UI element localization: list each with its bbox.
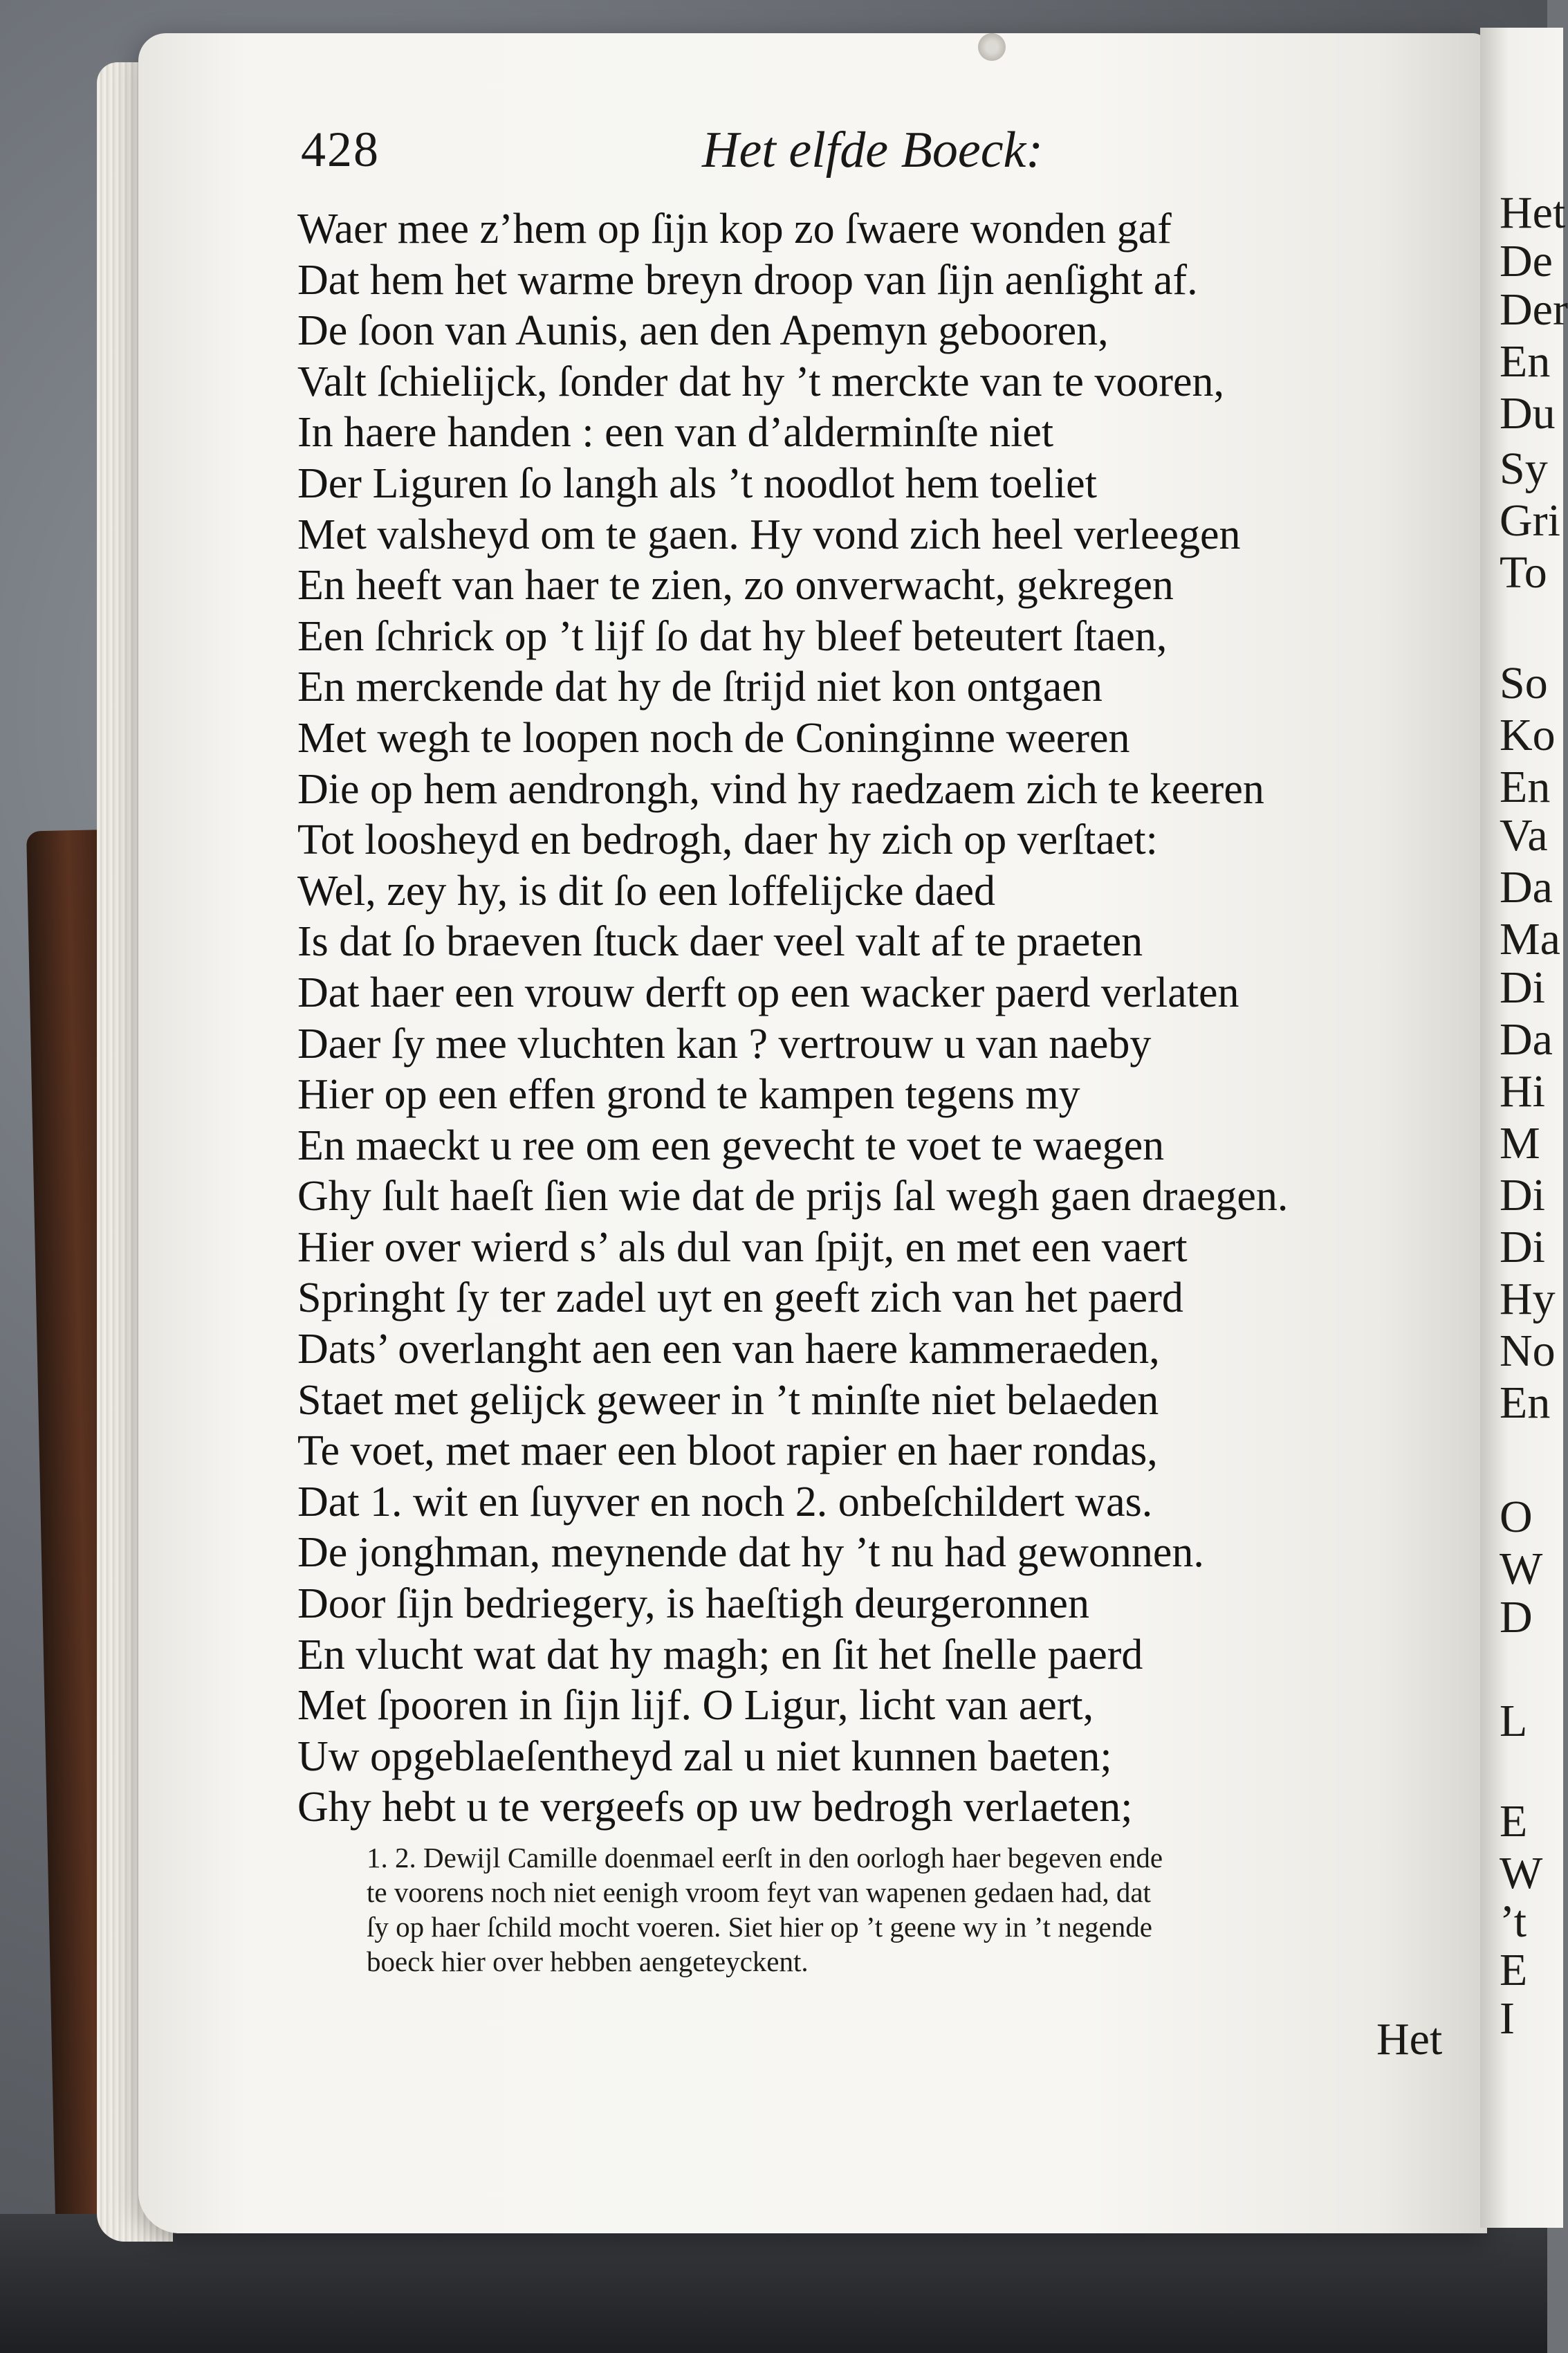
verse-line: En merckende dat hy de ſtrijd niet kon ontgaen	[297, 663, 1103, 711]
facing-page-fragment: Va	[1500, 810, 1548, 861]
verse-line: Met wegh te loopen noch de Coninginne weeren	[297, 714, 1130, 762]
verse-line: Met ſpooren in ſijn lijf. O Ligur, licht van aert,	[297, 1682, 1094, 1730]
facing-page-fragment: I	[1500, 1993, 1515, 2044]
facing-page-fragment: ’t	[1500, 1896, 1527, 1947]
verse-line: Wel, zey hy, is dit ſo een loffelijcke daed	[297, 867, 996, 915]
verse-line: Dat 1. wit en ſuyver en noch 2. onbeſchildert was.	[297, 1478, 1153, 1526]
verse-line: Dat hem het warme breyn droop van ſijn aenſight af.	[297, 256, 1198, 304]
facing-page-fragment: Ko	[1500, 710, 1556, 760]
facing-page-fragment: O	[1500, 1492, 1533, 1542]
verse-line: En vlucht wat dat hy magh; en ſit het ſnelle paerd	[297, 1631, 1143, 1678]
facing-page-fragment: Hy	[1500, 1274, 1556, 1324]
page-header	[301, 121, 1477, 183]
verse-line: Staet met gelijck geweer in ’t minſte niet belaeden	[297, 1376, 1159, 1424]
facing-page-fragment: Di	[1500, 1170, 1545, 1220]
verse-line: En heeft van haer te zien, zo onverwacht, gekregen	[297, 562, 1174, 610]
facing-page-fragment: Da	[1500, 1014, 1553, 1065]
facing-page-fragment: En	[1500, 336, 1551, 387]
facing-page-fragment: En	[1500, 762, 1551, 812]
facing-page-fragment: W	[1500, 1544, 1543, 1594]
footnote-line: boeck hier over hebben aengeteyckent.	[367, 1945, 809, 1977]
verse-line: Ghy ſult haeſt ſien wie dat de prijs ſal wegh gaen draegen.	[297, 1173, 1289, 1220]
bottom-shadow	[0, 2214, 1547, 2353]
running-head: Het elfde Boeck:	[702, 122, 1044, 178]
facing-page-fragment: L	[1500, 1696, 1528, 1746]
facing-page-fragment: Het	[1500, 187, 1566, 238]
verse-line: Door ſijn bedriegery, is haeſtigh deurgeronnen	[297, 1580, 1089, 1628]
verse-line: Is dat ſo braeven ſtuck daer veel valt af te praeten	[297, 918, 1143, 966]
verse-line: Dat haer een vrouw derft op een wacker paerd verlaten	[297, 969, 1239, 1016]
facing-page	[1480, 28, 1568, 2228]
page-number: 428	[301, 122, 380, 177]
facing-page-fragment: Gri	[1500, 495, 1560, 546]
verse-line: Hier op een effen grond te kampen tegens my	[297, 1071, 1080, 1119]
facing-page-fragment: So	[1500, 658, 1548, 708]
facing-page-fragment: Da	[1500, 862, 1553, 913]
verse-line: De ſoon van Aunis, aen den Apemyn gebooren,	[297, 307, 1109, 355]
verse-line: Daer ſy mee vluchten kan ? vertrouw u van naeby	[297, 1020, 1152, 1068]
facing-page-fragment: E	[1500, 1945, 1528, 1995]
verse-line: Der Liguren ſo langh als ’t noodlot hem toeliet	[297, 459, 1097, 507]
verse-line: Dats’ overlanght aen een van haere kammeraeden,	[297, 1326, 1160, 1373]
footnote	[367, 1840, 1459, 1979]
facing-page-fragment: No	[1500, 1326, 1556, 1376]
facing-page-fragment: To	[1500, 547, 1547, 598]
facing-page-fragment: Ma	[1500, 914, 1560, 964]
verse-line: Tot loosheyd en bedrogh, daer hy zich op verſtaet:	[297, 816, 1158, 864]
facing-page-fragment: Hi	[1500, 1066, 1545, 1117]
page-hole	[978, 33, 1006, 61]
verse-line: Valt ſchielijck, ſonder dat hy ’t merckte van te vooren,	[297, 358, 1225, 405]
facing-page-fragment: E	[1500, 1796, 1528, 1847]
verse-line: En maeckt u ree om een gevecht te voet te waegen	[297, 1121, 1165, 1169]
facing-page-fragment: De	[1500, 236, 1553, 286]
facing-page-fragment: Sy	[1500, 443, 1548, 494]
footnote-line: 1. 2. Dewijl Camille doenmael eerſt in den oorlogh haer begeven ende	[367, 1842, 1163, 1874]
facing-page-fragment: Di	[1500, 1222, 1545, 1272]
verse-line: Springht ſy ter zadel uyt en geeft zich van het paerd	[297, 1274, 1183, 1322]
verse-line: De jonghman, meynende dat hy ’t nu had gewonnen.	[297, 1529, 1204, 1577]
verse-line: Te voet, met maer een bloot rapier en haer rondas,	[297, 1427, 1158, 1475]
verse-line: Ghy hebt u te vergeefs op uw bedrogh verlaeten;	[297, 1784, 1133, 1831]
verse-line: In haere handen : een van d’alderminſte niet	[297, 409, 1054, 457]
footnote-line: te voorens noch niet eenigh vroom feyt van wapenen gedaen had, dat	[367, 1876, 1151, 1908]
verse-line: Hier over wierd s’ als dul van ſpijt, en met een vaert	[297, 1223, 1188, 1271]
verse-text	[297, 204, 1466, 1833]
verse-line: Die op hem aendrongh, vind hy raedzaem zich te keeren	[297, 765, 1264, 813]
facing-page-fragment: D	[1500, 1592, 1533, 1642]
catchword: Het	[1376, 2014, 1443, 2064]
verse-line: Een ſchrick op ’t lijf ſo dat hy bleef beteutert ſtaen,	[297, 612, 1168, 660]
verse-line: Met valsheyd om te gaen. Hy vond zich heel verleegen	[297, 511, 1241, 558]
facing-page-fragment: En	[1500, 1377, 1551, 1428]
verse-line: Uw opgeblaeſentheyd zal u niet kunnen baeten;	[297, 1732, 1112, 1780]
facing-page-fragment: Di	[1500, 962, 1545, 1013]
facing-page-fragment: W	[1500, 1848, 1543, 1898]
verse-line: Waer mee z’hem op ſijn kop zo ſwaere wonden gaf	[297, 205, 1172, 253]
facing-page-fragment: Du	[1500, 388, 1556, 439]
footnote-line: ſy op haer ſchild mocht voeren. Siet hier op ’t geene wy in ’t negende	[367, 1911, 1152, 1943]
facing-page-fragment: Der	[1500, 284, 1568, 335]
facing-page-fragment: M	[1500, 1118, 1540, 1169]
